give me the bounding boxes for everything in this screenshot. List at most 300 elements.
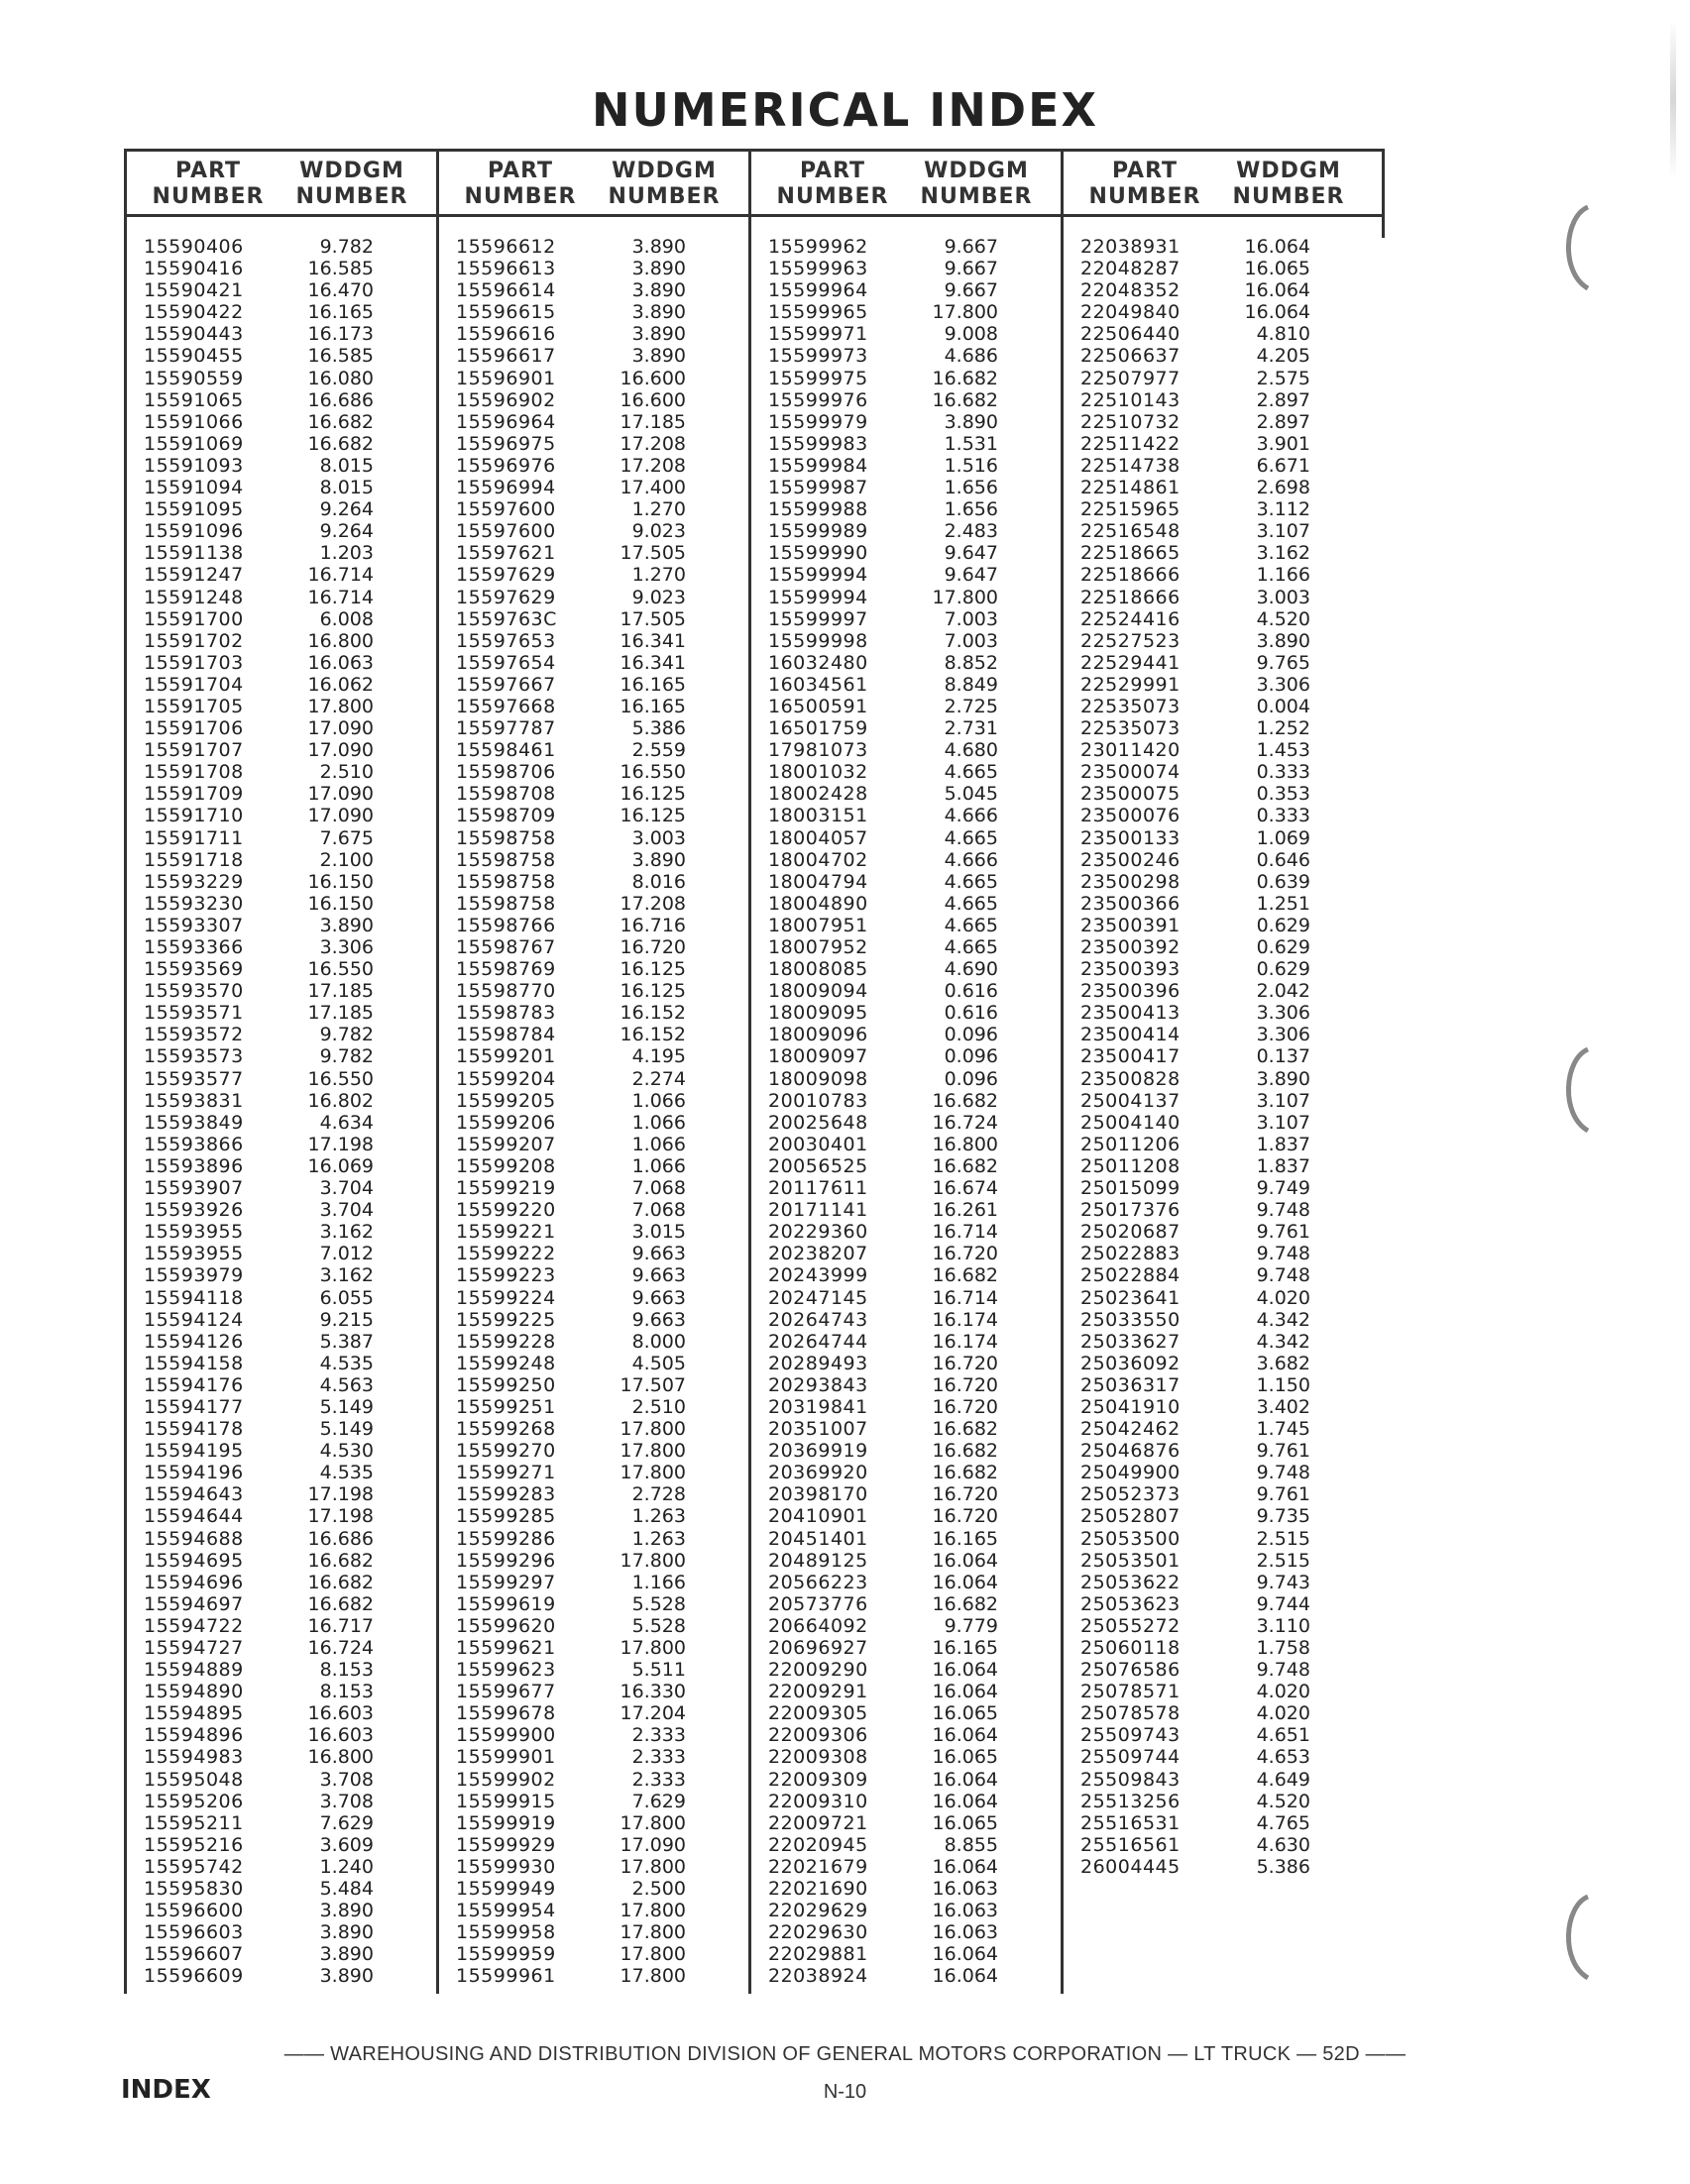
wddgm-number: 17.800 — [620, 1440, 686, 1463]
wddgm-number: 9.667 — [944, 258, 998, 280]
part-number: 15599268 — [456, 1418, 556, 1441]
index-row — [124, 893, 436, 915]
index-row — [748, 1637, 1061, 1659]
index-row — [124, 652, 436, 674]
index-row — [1061, 1681, 1373, 1702]
index-row — [1061, 1155, 1373, 1177]
part-number: 22029629 — [768, 1900, 868, 1922]
index-row — [748, 587, 1061, 608]
wddgm-number: 16.585 — [307, 345, 374, 368]
part-number: 22518666 — [1080, 564, 1181, 587]
wddgm-number: 16.682 — [932, 1154, 998, 1177]
wddgm-number: 9.023 — [631, 520, 686, 543]
part-number: 25060118 — [1080, 1637, 1181, 1659]
part-number: 15590422 — [144, 301, 244, 324]
part-number: 15595206 — [144, 1790, 244, 1812]
wddgm-number: 9.264 — [319, 520, 374, 543]
index-row — [748, 1746, 1061, 1768]
wddgm-number: 3.890 — [631, 345, 686, 368]
part-number: 20566223 — [768, 1571, 868, 1593]
part-number: 15599678 — [456, 1702, 556, 1725]
wddgm-number: 0.629 — [1256, 936, 1310, 958]
part-number: 15591094 — [144, 477, 244, 499]
wddgm-number: 0.629 — [1256, 914, 1310, 936]
part-number: 15599929 — [456, 1833, 556, 1856]
wddgm-number: 0.646 — [1256, 848, 1310, 871]
wddgm-number: 16.064 — [932, 1943, 998, 1966]
wddgm-number: 1.066 — [631, 1111, 686, 1134]
wddgm-number: 16.063 — [932, 1900, 998, 1922]
index-row — [124, 498, 436, 520]
index-row — [1061, 236, 1373, 258]
wddgm-number: 1.066 — [631, 1089, 686, 1112]
wddgm-number: 9.748 — [1256, 1243, 1310, 1265]
index-row — [1061, 1374, 1373, 1396]
part-number: 15591248 — [144, 586, 244, 608]
part-number: 15594195 — [144, 1440, 244, 1463]
index-row — [1061, 1199, 1373, 1221]
wddgm-number: 16.550 — [307, 958, 374, 981]
part-number: 15596964 — [456, 410, 556, 433]
wddgm-number: 9.761 — [1256, 1483, 1310, 1506]
part-number: 15591093 — [144, 454, 244, 477]
part-number: 15593572 — [144, 1024, 244, 1046]
index-row — [1061, 739, 1373, 761]
wddgm-number: 5.484 — [319, 1878, 374, 1901]
part-number: 15594896 — [144, 1724, 244, 1747]
wddgm-number: 4.563 — [319, 1373, 374, 1396]
part-number: 15599677 — [456, 1681, 556, 1703]
wddgm-number: 1.837 — [1256, 1133, 1310, 1155]
part-number: 25015099 — [1080, 1177, 1181, 1200]
index-row — [748, 323, 1061, 345]
part-number: 15596600 — [144, 1900, 244, 1922]
wddgm-number: 9.663 — [631, 1286, 686, 1309]
part-number: 15593849 — [144, 1111, 244, 1134]
index-row — [436, 783, 748, 805]
wddgm-number: 7.068 — [631, 1199, 686, 1222]
wddgm-number: 17.208 — [620, 892, 686, 915]
index-row — [748, 1528, 1061, 1550]
part-number: 15594727 — [144, 1637, 244, 1659]
part-number: 20010783 — [768, 1089, 868, 1112]
wddgm-number: 5.386 — [1256, 1855, 1310, 1878]
index-row — [124, 739, 436, 761]
wddgm-number: 4.666 — [944, 848, 998, 871]
index-row — [748, 1024, 1061, 1045]
wddgm-number: 3.890 — [631, 279, 686, 302]
part-number: 18008085 — [768, 958, 868, 981]
index-row — [748, 1243, 1061, 1264]
part-number: 23500133 — [1080, 826, 1181, 849]
index-row — [124, 980, 436, 1002]
wddgm-number: 0.616 — [944, 980, 998, 1003]
index-row — [748, 1418, 1061, 1440]
index-row — [436, 1834, 748, 1856]
part-number: 15597629 — [456, 586, 556, 608]
part-number: 18004702 — [768, 848, 868, 871]
part-number: 16032480 — [768, 651, 868, 674]
wddgm-number: 1.516 — [944, 454, 998, 477]
wddgm-number: 3.890 — [1256, 1067, 1310, 1090]
wddgm-number: 16.064 — [932, 1549, 998, 1572]
wddgm-number: 4.342 — [1256, 1330, 1310, 1353]
index-row — [1061, 1177, 1373, 1199]
part-number: 15596613 — [456, 258, 556, 280]
part-number: 15593866 — [144, 1133, 244, 1155]
wddgm-number: 4.205 — [1256, 345, 1310, 368]
index-row — [436, 258, 748, 279]
wddgm-number: 16.802 — [307, 1089, 374, 1112]
part-number: 15593955 — [144, 1243, 244, 1265]
wddgm-number: 4.630 — [1256, 1833, 1310, 1856]
index-row — [436, 1943, 748, 1965]
wddgm-number: 3.901 — [1256, 432, 1310, 455]
index-row — [1061, 1856, 1373, 1878]
part-number: 22510143 — [1080, 388, 1181, 411]
index-row — [748, 1090, 1061, 1112]
index-row — [1061, 827, 1373, 849]
index-row — [124, 1921, 436, 1943]
index-row — [436, 1177, 748, 1199]
wddgm-number: 4.520 — [1256, 1790, 1310, 1812]
wddgm-number: 2.698 — [1256, 477, 1310, 499]
wddgm-number: 17.185 — [620, 410, 686, 433]
index-row — [1061, 1812, 1373, 1834]
part-number: 15599984 — [768, 454, 868, 477]
index-row — [436, 1090, 748, 1112]
index-row — [124, 1243, 436, 1264]
part-number: 22048287 — [1080, 258, 1181, 280]
index-row — [124, 1593, 436, 1615]
wddgm-number: 9.782 — [319, 1045, 374, 1068]
wddgm-number: 16.682 — [932, 367, 998, 389]
part-number: 22009306 — [768, 1724, 868, 1747]
wddgm-number: 4.665 — [944, 914, 998, 936]
index-rows — [124, 236, 436, 1988]
part-number: 15599250 — [456, 1373, 556, 1396]
part-number: 22511422 — [1080, 432, 1181, 455]
index-row — [124, 1681, 436, 1702]
wddgm-number: 2.897 — [1256, 388, 1310, 411]
wddgm-number: 16.125 — [620, 958, 686, 981]
wddgm-number: 1.166 — [631, 1571, 686, 1593]
part-number: 15598709 — [456, 805, 556, 827]
wddgm-number: 3.890 — [319, 1900, 374, 1922]
wddgm-number: 3.003 — [1256, 586, 1310, 608]
wddgm-number: 16.150 — [307, 870, 374, 893]
index-row — [1061, 1134, 1373, 1155]
index-row — [1061, 696, 1373, 717]
part-number: 20264743 — [768, 1308, 868, 1331]
part-number: 15599997 — [768, 607, 868, 630]
index-row — [124, 915, 436, 936]
part-number: 15594890 — [144, 1681, 244, 1703]
wddgm-number: 4.649 — [1256, 1768, 1310, 1791]
wddgm-number: 4.665 — [944, 936, 998, 958]
part-number: 15599621 — [456, 1637, 556, 1659]
wddgm-number: 0.639 — [1256, 870, 1310, 893]
part-number: 15598758 — [456, 892, 556, 915]
part-number: 15599201 — [456, 1045, 556, 1068]
wddgm-number: 5.387 — [319, 1330, 374, 1353]
wddgm-number: 0.096 — [944, 1045, 998, 1068]
wddgm-number: 7.012 — [319, 1243, 374, 1265]
wddgm-number: 9.647 — [944, 542, 998, 565]
index-row — [124, 827, 436, 849]
wddgm-number: 9.779 — [944, 1614, 998, 1637]
wddgm-number: 9.748 — [1256, 1264, 1310, 1287]
wddgm-number: 17.208 — [620, 432, 686, 455]
wddgm-number: 0.353 — [1256, 783, 1310, 806]
index-row — [436, 936, 748, 958]
part-number: 25055272 — [1080, 1614, 1181, 1637]
part-number: 15591707 — [144, 739, 244, 762]
index-row — [436, 717, 748, 739]
part-number: 25516531 — [1080, 1811, 1181, 1834]
part-number: 15590443 — [144, 323, 244, 346]
part-number: 15599979 — [768, 410, 868, 433]
wddgm-number: 3.162 — [1256, 542, 1310, 565]
wddgm-number: 4.020 — [1256, 1286, 1310, 1309]
part-number: 15599223 — [456, 1264, 556, 1287]
part-number: 15596901 — [456, 367, 556, 389]
part-number: 1559763C — [456, 607, 557, 630]
index-row — [436, 520, 748, 542]
wddgm-number: 9.761 — [1256, 1221, 1310, 1244]
index-row — [436, 1199, 748, 1221]
part-number: 16034561 — [768, 673, 868, 696]
part-number: 15599285 — [456, 1505, 556, 1528]
wddgm-number: 8.153 — [319, 1659, 374, 1682]
wddgm-number: 3.112 — [1256, 498, 1310, 521]
part-number: 15599251 — [456, 1395, 556, 1418]
part-number: 15590421 — [144, 279, 244, 302]
wddgm-number: 16.064 — [932, 1790, 998, 1812]
index-row — [124, 630, 436, 652]
index-row — [748, 1615, 1061, 1637]
index-row — [436, 1572, 748, 1593]
part-number: 15599963 — [768, 258, 868, 280]
part-number: 22535073 — [1080, 695, 1181, 717]
part-number: 15599270 — [456, 1440, 556, 1463]
index-row — [124, 1483, 436, 1505]
part-number: 25053501 — [1080, 1549, 1181, 1572]
wddgm-number: 16.064 — [932, 1724, 998, 1747]
wddgm-number: 5.149 — [319, 1395, 374, 1418]
wddgm-number: 1.252 — [1256, 717, 1310, 740]
index-row — [436, 587, 748, 608]
wddgm-number: 1.745 — [1256, 1418, 1310, 1441]
wddgm-number: 4.665 — [944, 761, 998, 784]
index-row — [748, 805, 1061, 826]
part-number: 15591065 — [144, 388, 244, 411]
index-row — [124, 1943, 436, 1965]
index-row — [748, 871, 1061, 893]
part-number: 15599994 — [768, 564, 868, 587]
wddgm-number: 3.003 — [631, 826, 686, 849]
index-row — [124, 1112, 436, 1134]
index-row — [436, 1746, 748, 1768]
wddgm-number: 4.520 — [1256, 607, 1310, 630]
index-row — [436, 1134, 748, 1155]
part-number: 15598784 — [456, 1024, 556, 1046]
index-row — [748, 1045, 1061, 1067]
wddgm-number: 16.064 — [932, 1855, 998, 1878]
index-row — [124, 871, 436, 893]
wddgm-number: 16.682 — [307, 432, 374, 455]
index-row — [748, 542, 1061, 564]
part-number: 20398170 — [768, 1483, 868, 1506]
wddgm-number: 4.530 — [319, 1440, 374, 1463]
wddgm-number: 16.125 — [620, 783, 686, 806]
wddgm-number: 0.333 — [1256, 761, 1310, 784]
index-row — [748, 1068, 1061, 1090]
index-row — [748, 783, 1061, 805]
part-number: 25509744 — [1080, 1746, 1181, 1769]
wddgm-number: 4.765 — [1256, 1811, 1310, 1834]
part-number: 15599283 — [456, 1483, 556, 1506]
index-row — [1061, 1702, 1373, 1724]
part-number: 22038924 — [768, 1965, 868, 1988]
part-number: 22020945 — [768, 1833, 868, 1856]
wddgm-number: 3.890 — [631, 848, 686, 871]
index-row — [748, 1331, 1061, 1353]
index-row — [124, 1659, 436, 1681]
wddgm-number: 16.069 — [307, 1154, 374, 1177]
wddgm-number: 17.505 — [620, 542, 686, 565]
part-number: 15599919 — [456, 1811, 556, 1834]
part-number: 15593229 — [144, 870, 244, 893]
index-row — [748, 980, 1061, 1002]
index-row — [124, 345, 436, 367]
index-row — [436, 630, 748, 652]
index-row — [124, 696, 436, 717]
part-number: 15594158 — [144, 1352, 244, 1374]
part-number: 15599286 — [456, 1527, 556, 1550]
part-number: 15591711 — [144, 826, 244, 849]
part-number: 23500392 — [1080, 936, 1181, 958]
index-row — [1061, 477, 1373, 498]
part-number: 15594176 — [144, 1373, 244, 1396]
wddgm-number: 4.020 — [1256, 1702, 1310, 1725]
wddgm-number: 17.198 — [307, 1505, 374, 1528]
wddgm-number: 17.090 — [620, 1833, 686, 1856]
wddgm-number: 2.500 — [631, 1878, 686, 1901]
part-number: 18002428 — [768, 783, 868, 806]
index-row — [124, 674, 436, 696]
index-row — [748, 1965, 1061, 1987]
part-number: 25023641 — [1080, 1286, 1181, 1309]
wddgm-number: 2.728 — [631, 1483, 686, 1506]
part-number: 18004057 — [768, 826, 868, 849]
wddgm-number: 9.749 — [1256, 1177, 1310, 1200]
index-row — [124, 1045, 436, 1067]
wddgm-number: 3.890 — [631, 301, 686, 324]
index-row — [124, 1199, 436, 1221]
index-row — [124, 1221, 436, 1243]
wddgm-number: 17.800 — [620, 1921, 686, 1944]
index-row — [436, 1243, 748, 1264]
wddgm-number: 17.800 — [620, 1549, 686, 1572]
index-row — [436, 1264, 748, 1286]
part-number: 15591066 — [144, 410, 244, 433]
index-row — [436, 1791, 748, 1812]
part-number: 15599205 — [456, 1089, 556, 1112]
index-row — [124, 1068, 436, 1090]
wddgm-number-header: WDDGM NUMBER — [920, 159, 1033, 209]
part-number: 15590559 — [144, 367, 244, 389]
part-number: 23500366 — [1080, 892, 1181, 915]
part-number: 15599620 — [456, 1614, 556, 1637]
wddgm-number: 7.629 — [319, 1811, 374, 1834]
wddgm-number: 1.251 — [1256, 892, 1310, 915]
index-row — [124, 455, 436, 477]
index-row — [436, 827, 748, 849]
part-number: 22009721 — [768, 1811, 868, 1834]
wddgm-number: 16.064 — [932, 1965, 998, 1988]
part-number: 15598767 — [456, 936, 556, 958]
part-number: 25004137 — [1080, 1089, 1181, 1112]
wddgm-number: 16.800 — [307, 1746, 374, 1769]
index-row — [1061, 674, 1373, 696]
part-number: 15593831 — [144, 1089, 244, 1112]
wddgm-number: 17.090 — [307, 805, 374, 827]
wddgm-number: 3.704 — [319, 1177, 374, 1200]
wddgm-number: 1.240 — [319, 1855, 374, 1878]
part-number: 20171141 — [768, 1199, 868, 1222]
wddgm-number: 1.837 — [1256, 1154, 1310, 1177]
wddgm-number: 8.849 — [944, 673, 998, 696]
index-row — [124, 1900, 436, 1921]
wddgm-number: 9.761 — [1256, 1440, 1310, 1463]
part-number: 15596617 — [456, 345, 556, 368]
index-row — [748, 455, 1061, 477]
part-number: 15599204 — [456, 1067, 556, 1090]
wddgm-number: 4.680 — [944, 739, 998, 762]
index-row — [748, 1659, 1061, 1681]
wddgm-number: 16.585 — [307, 258, 374, 280]
part-number: 25022884 — [1080, 1264, 1181, 1287]
part-number: 20573776 — [768, 1592, 868, 1615]
index-row — [436, 1374, 748, 1396]
index-row — [748, 301, 1061, 323]
wddgm-number: 9.744 — [1256, 1592, 1310, 1615]
index-row — [748, 1878, 1061, 1900]
part-number: 15591138 — [144, 542, 244, 565]
part-number: 25509843 — [1080, 1768, 1181, 1791]
wddgm-number: 9.748 — [1256, 1659, 1310, 1682]
wddgm-number: 16.064 — [932, 1659, 998, 1682]
wddgm-number: 2.333 — [631, 1746, 686, 1769]
wddgm-number: 16.600 — [620, 367, 686, 389]
index-row — [436, 1769, 748, 1791]
wddgm-number: 4.505 — [631, 1352, 686, 1374]
index-row — [1061, 1483, 1373, 1505]
index-row — [436, 871, 748, 893]
part-number: 15596607 — [144, 1943, 244, 1966]
part-number: 20369920 — [768, 1462, 868, 1484]
part-number: 23500396 — [1080, 980, 1181, 1003]
index-row — [124, 761, 436, 783]
index-row — [124, 805, 436, 826]
wddgm-number: 4.665 — [944, 826, 998, 849]
part-number: 15594983 — [144, 1746, 244, 1769]
wddgm-number: 9.782 — [319, 1024, 374, 1046]
index-row — [436, 345, 748, 367]
wddgm-number: 17.090 — [307, 783, 374, 806]
index-row — [436, 433, 748, 455]
